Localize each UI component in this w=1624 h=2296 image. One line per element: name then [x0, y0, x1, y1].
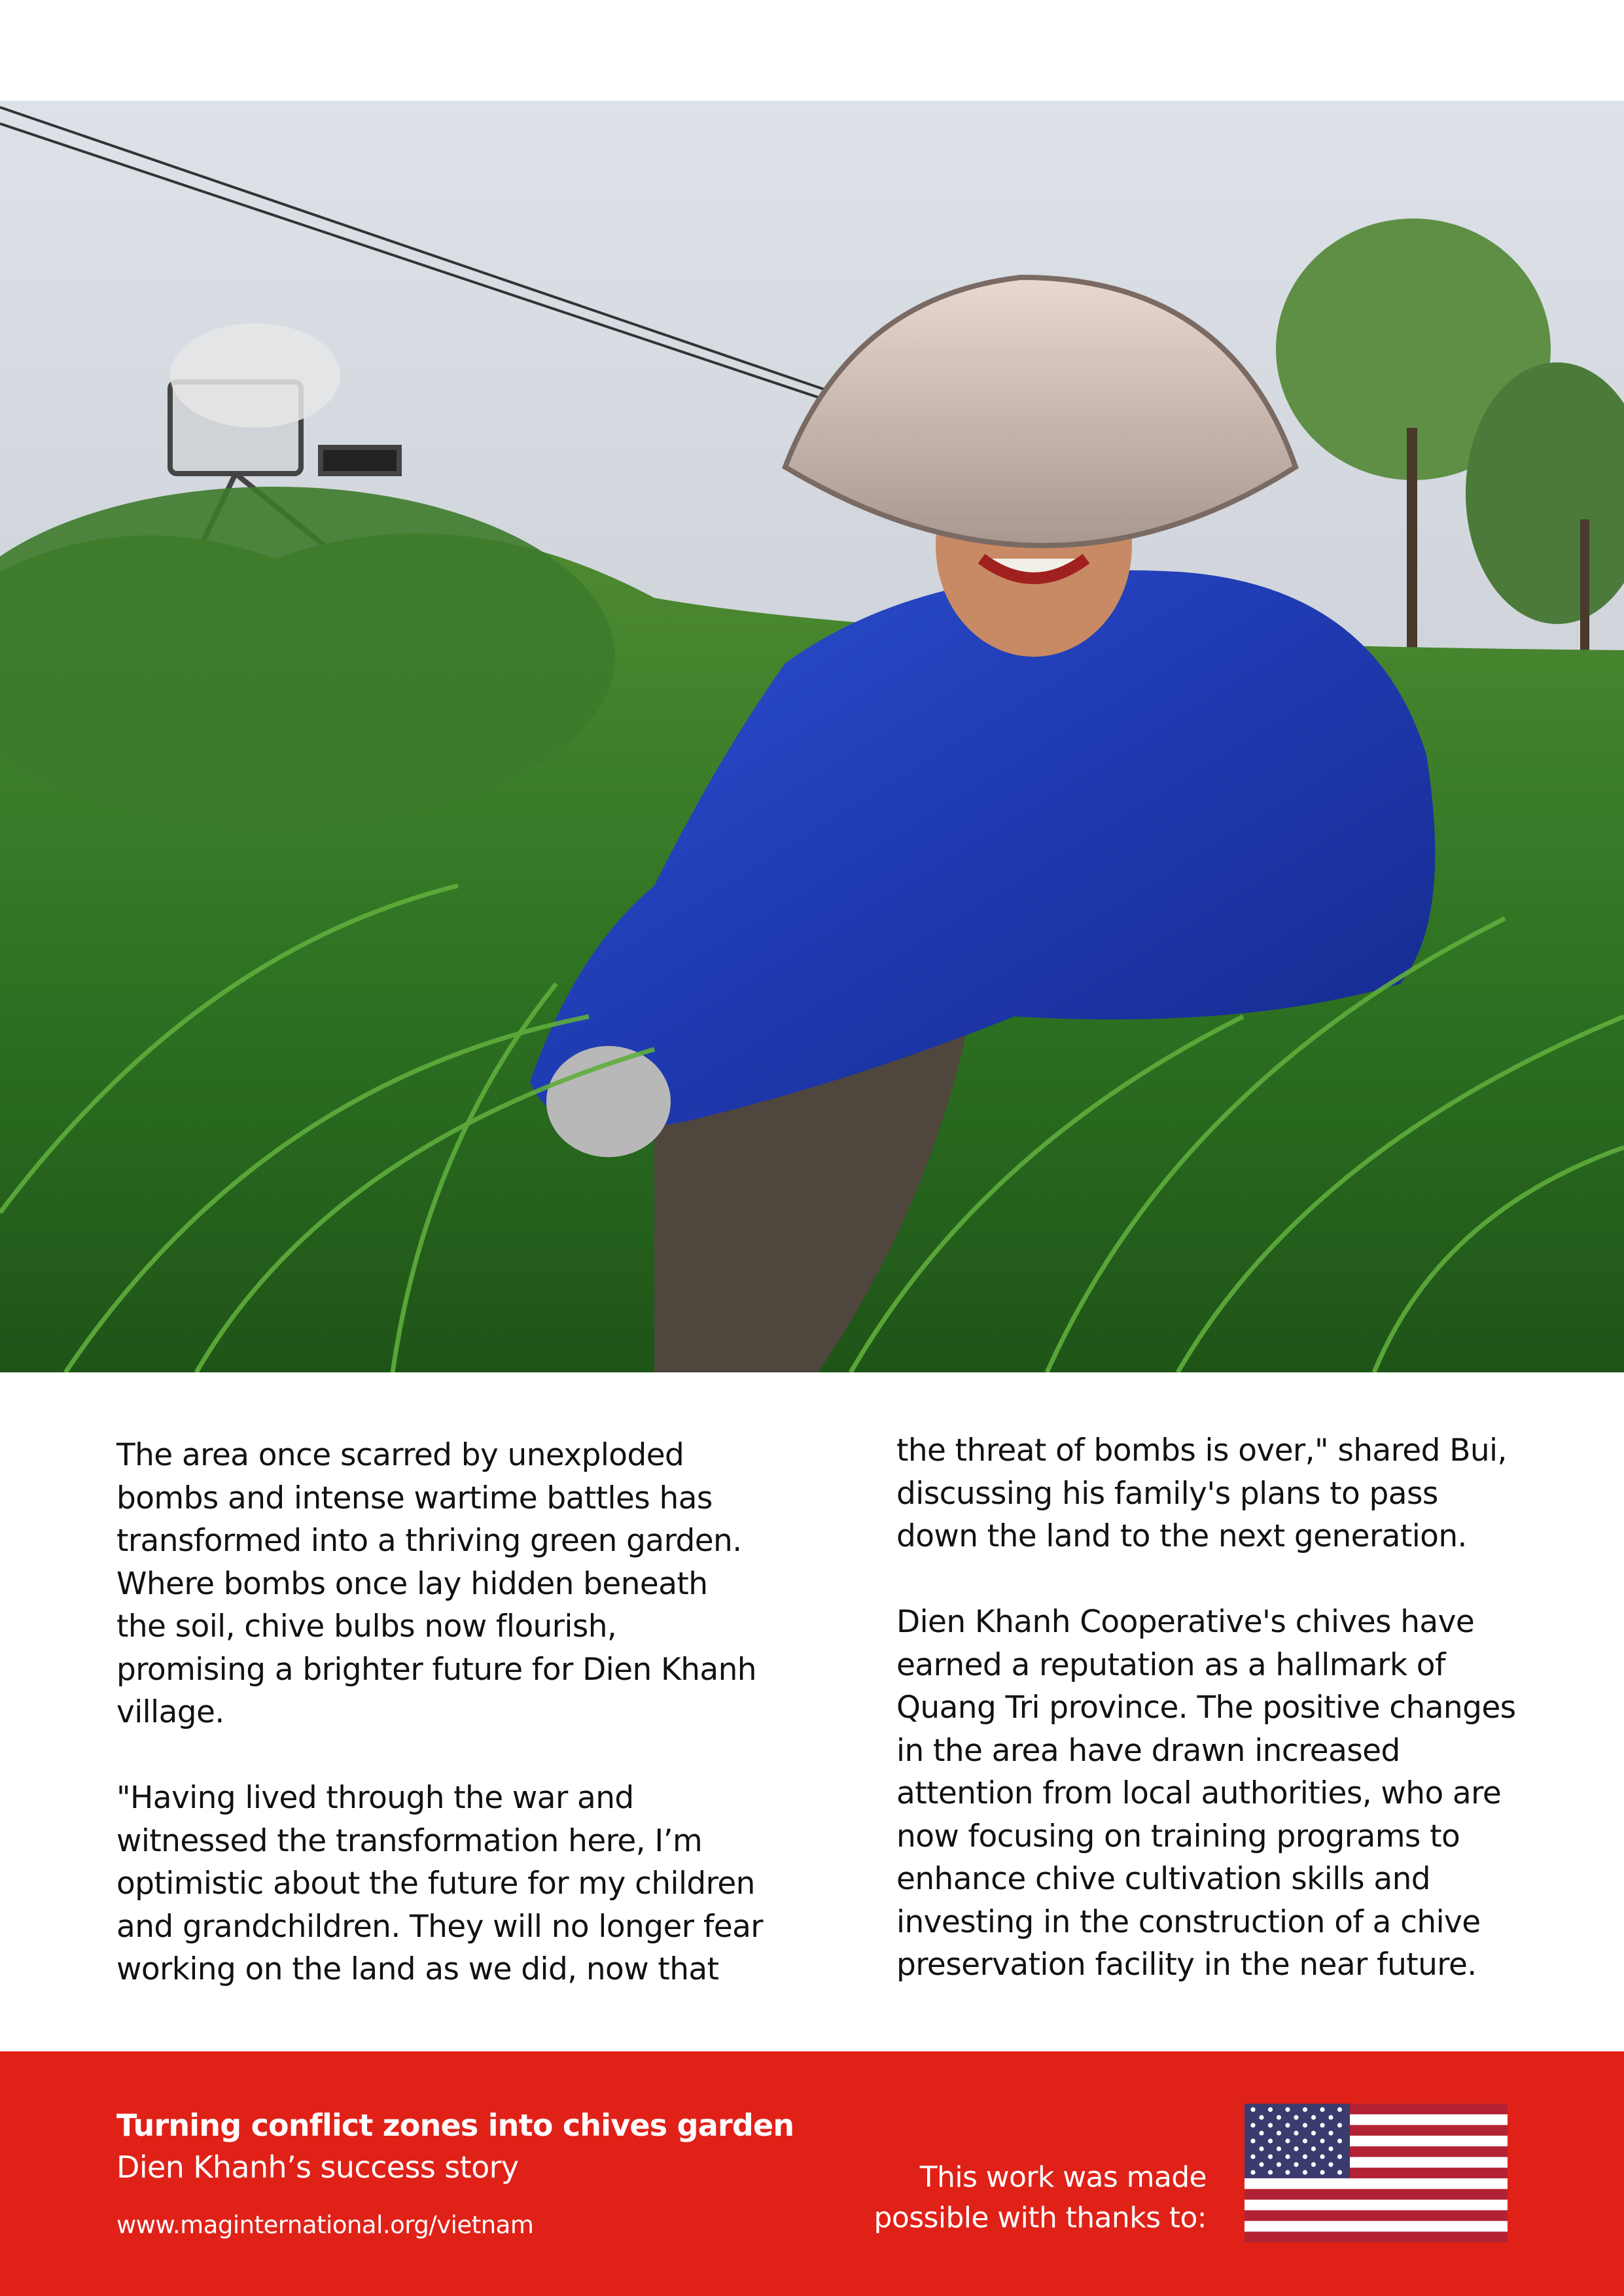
woman-tending-chives-photo: [0, 101, 1624, 1372]
body-column-left: [116, 1434, 764, 1991]
footer-band: [0, 2051, 1624, 2296]
paragraph: the threat of bombs is over," shared Bui, discussing his family's plans to pass down the land to the next generation.: [896, 1433, 1507, 1554]
body-column-right: [896, 1429, 1525, 1987]
hero-photo: [0, 101, 1624, 1372]
thanks-text: This work was made possible with thanks to:: [874, 2161, 1207, 2235]
footer-url: www.maginternational.org/vietnam: [116, 2211, 534, 2239]
us-flag-icon: [1244, 2104, 1508, 2242]
paragraph: "Having lived through the war and witnessed the transformation here, I’m optimistic about the future for my children and grandchildren. They will no longer fear working on the land as we did, now that: [116, 1780, 764, 1987]
paragraph: Dien Khanh Cooperative's chives have earned a reputation as a hallmark of Quang Tri province. The positive changes in the area have drawn increased attention from local authorities, who are now focusing on training programs to enhance chive cultivation skills and investing in the construction of a chive preservation facility in the near future.: [896, 1604, 1516, 1983]
footer-title: Turning conflict zones into chives garden: [116, 2108, 794, 2143]
footer-subtitle: Dien Khanh’s success story: [116, 2149, 519, 2185]
paragraph: The area once scarred by unexploded bombs and intense wartime battles has transformed into a thriving green garden. Where bombs once lay hidden beneath the soil, chive bulbs now flourish, promising a brighter future for Dien Khanh village.: [116, 1437, 756, 1730]
